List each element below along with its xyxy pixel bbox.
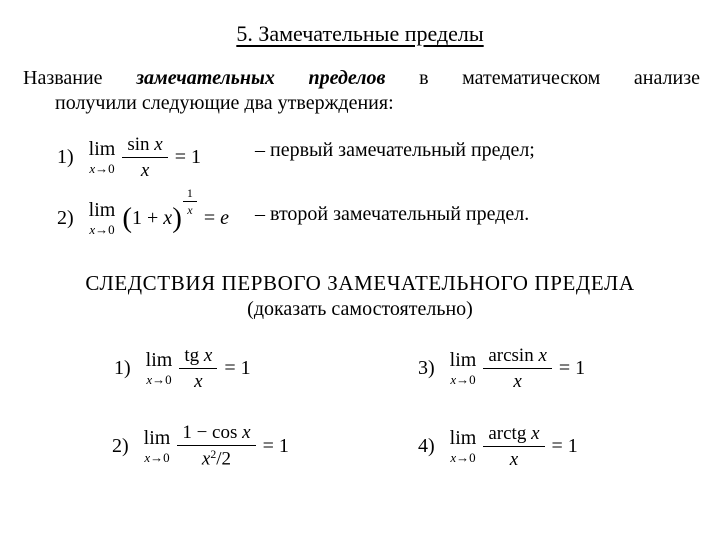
fraction	[122, 135, 167, 180]
limit-operator	[144, 428, 171, 464]
limit-operator	[146, 350, 173, 386]
lim-word: lim	[145, 349, 173, 371]
item-number: 3)	[418, 357, 435, 379]
intro-text-end: в математическом анализе	[385, 67, 700, 89]
equals-result: = 1	[174, 146, 201, 168]
numerator: sin x	[122, 135, 167, 158]
equals-result: = 1	[551, 435, 578, 457]
lim-subscript: x→0	[89, 222, 115, 237]
numerator: arctg x	[483, 424, 544, 447]
equals-result: = 1	[224, 357, 251, 379]
consequences-heading: СЛЕДСТВИЯ ПЕРВОГО ЗАМЕЧАТЕЛЬНОГО ПРЕДЕЛА	[85, 271, 635, 295]
second-remarkable-limit-formula	[57, 185, 230, 240]
lim-word: lim	[449, 427, 477, 449]
consequences-subheading: (доказать самостоятельно)	[247, 298, 473, 320]
first-remarkable-limit-formula	[57, 126, 201, 188]
denominator: x	[513, 370, 522, 392]
consequence-formula-3	[418, 337, 585, 399]
intro-text-start: Название	[23, 67, 137, 89]
item-number: 4)	[418, 435, 435, 457]
lim-word: lim	[88, 138, 116, 160]
denominator: x	[140, 159, 150, 181]
item-number: 1)	[57, 146, 74, 168]
lim-subscript: x→0	[144, 450, 170, 465]
limit-operator	[89, 200, 116, 236]
exponent-numerator: 1	[183, 187, 197, 202]
consequence-formula-2	[112, 415, 289, 477]
fraction	[179, 346, 217, 391]
consequence-formula-4	[418, 415, 578, 477]
item-number: 2)	[112, 435, 129, 457]
power-base: 1 + x	[132, 207, 173, 229]
exponent-denominator: x	[187, 202, 193, 217]
lim-subscript: x→0	[450, 450, 476, 465]
numerator: tg x	[179, 346, 217, 369]
intro-line-1	[23, 66, 700, 91]
fraction	[177, 423, 255, 468]
consequence-formula-1	[114, 337, 251, 399]
limit-operator	[450, 350, 477, 386]
item-number: 2)	[57, 207, 74, 229]
denominator: x	[509, 448, 519, 470]
lim-subscript: x→0	[450, 372, 476, 387]
page-title: 5. Замечательные пределы	[236, 21, 484, 46]
second-limit-caption: – второй замечательный предел.	[255, 203, 530, 225]
close-paren: )	[172, 201, 182, 234]
fraction	[483, 424, 544, 469]
lim-word: lim	[143, 427, 171, 449]
numerator: 1 − cos x	[177, 423, 255, 446]
lim-word: lim	[88, 199, 116, 221]
equals-result: = 1	[262, 435, 289, 457]
lim-word: lim	[449, 349, 477, 371]
intro-line-2: получили следующие два утверждения:	[55, 92, 394, 114]
lim-subscript: x→0	[146, 372, 172, 387]
exponent-fraction	[183, 187, 197, 216]
intro-emphasis: замечательных пределов	[136, 67, 386, 89]
power-expression	[122, 185, 197, 234]
equals-result: = e	[203, 207, 230, 229]
limit-operator	[89, 139, 116, 175]
item-number: 1)	[114, 357, 131, 379]
lim-subscript: x→0	[89, 161, 115, 176]
numerator: arcsin x	[483, 346, 552, 369]
equals-result: = 1	[558, 357, 586, 379]
fraction	[483, 346, 552, 391]
limit-operator	[450, 428, 477, 464]
first-limit-caption: – первый замечательный предел;	[255, 139, 535, 161]
intro-paragraph	[23, 66, 700, 116]
denominator: $x^2/2$	[201, 448, 232, 470]
denominator: x	[194, 370, 203, 392]
open-paren: (	[122, 201, 133, 234]
